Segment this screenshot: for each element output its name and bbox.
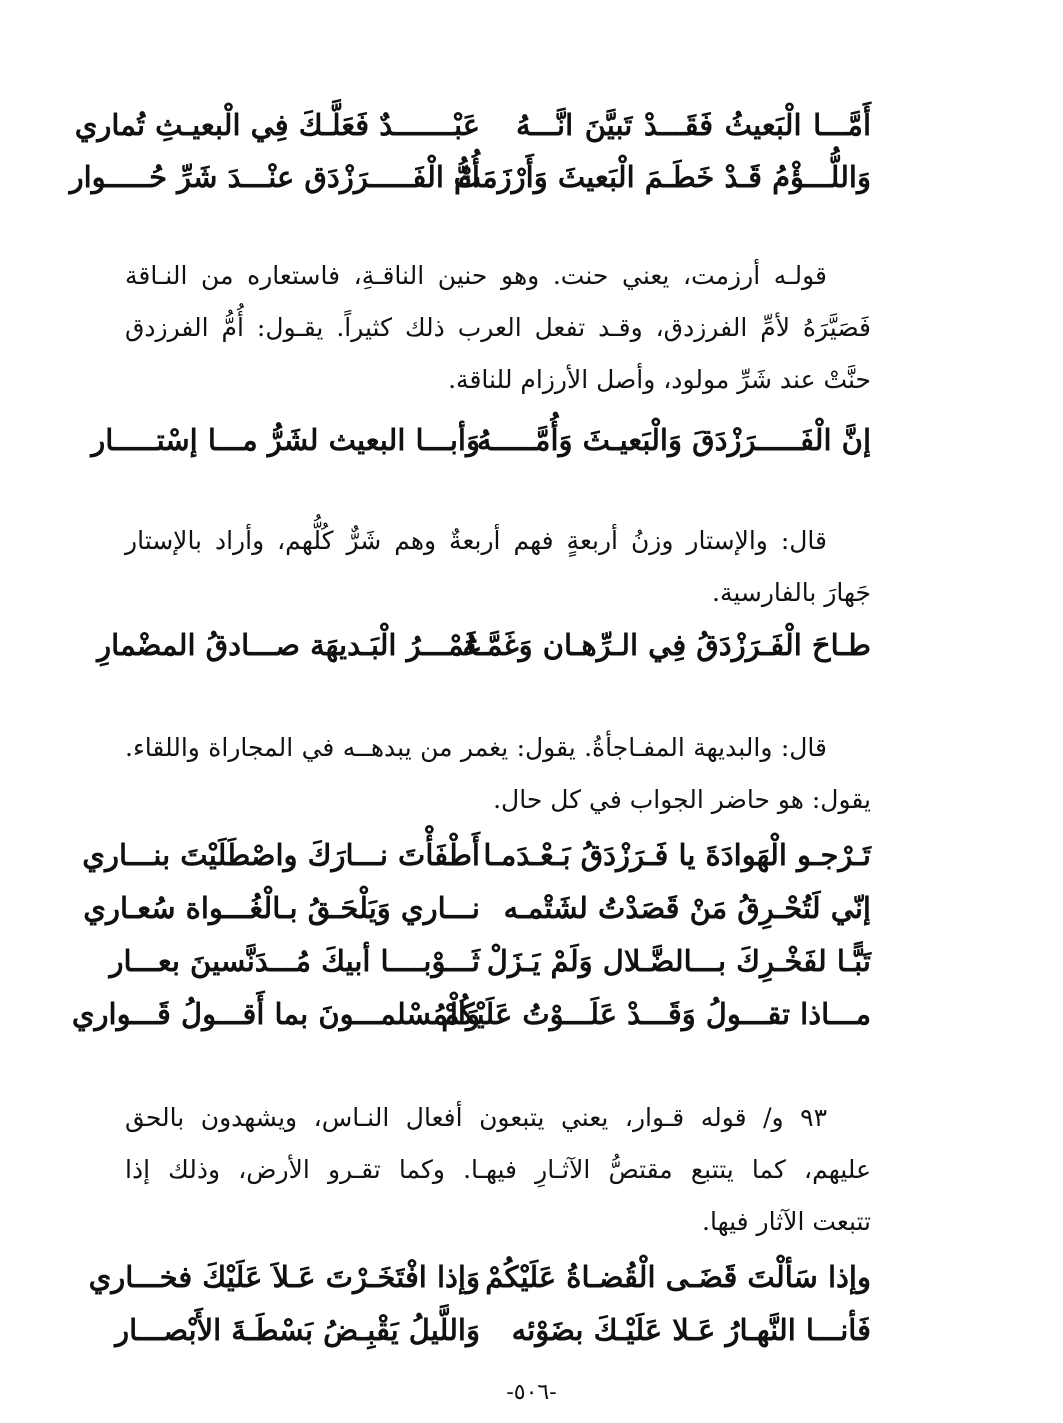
paragraph-line: حنَّتْ عند شَرِّ مولود، وأصل الأرزام للناقة.	[448, 365, 871, 394]
verse-first-hemistich: أَمَّـــا الْبَعيثُ فَقَـــدْ تَبيَّنَ انَّـــهُ	[516, 108, 871, 142]
verse-line	[71, 989, 871, 1039]
verse-first-hemistich: تَبًّـا لفَخْـرِكَ بـــالضَّـلال وَلَمْ يَـزَلْ	[486, 944, 871, 978]
commentary-paragraph	[125, 1092, 871, 1248]
verse-second-hemistich: وَاللَّيلُ يَقْبِـضُ بَسْطَـةَ الأَبْصـــار	[115, 1313, 480, 1347]
paragraph-line: قال: والبديهة المفـاجأةُ. يقول: يغمر من يبدهــه في المجاراة واللقاء.	[125, 733, 827, 762]
verse-first-hemistich: مـــاذا تقـــولُ وَقَـــدْ عَلَـــوْتُ عَلَيْكُمْ	[441, 997, 871, 1031]
paragraph-line: يقول: هو حاضر الجواب في كل حال.	[493, 785, 871, 814]
paragraph-line: قال: والإستار وزنُ أربعةٍ فهم أربعةٌ وهم شَرٌّ كُلُّهم، وأراد بالإستار	[125, 526, 827, 555]
paragraph-line: فَصَيَّرَهُ لأمِّ الفرزدق، وقـد تفعل العرب ذلك كثيراً. يقـول: أُمُّ الفرزدق	[125, 313, 871, 342]
verse-first-hemistich: إنّي لَتُحْـرِقُ مَنْ قَصَدْتُ لشَتْمـه	[503, 891, 871, 925]
paragraph-line: ٩٣ و/ قوله قـوار، يعني يتبعون أفعال النـاس، ويشهدون بالحق	[125, 1103, 827, 1132]
verse-line	[88, 1252, 871, 1302]
commentary-paragraph	[125, 250, 871, 406]
paragraph-line: عليهم، كما يتتبع مقتصُّ الآثـارِ فيهـا. وكما تقـرو الأرض، وذلك إذا	[125, 1155, 871, 1184]
verse-first-hemistich: إنَّ الْفَـــــرَزْدَقَ وَالْبَعيـثَ وَأُمَّـــــهُ	[476, 423, 871, 457]
commentary-paragraph	[125, 515, 871, 619]
paragraph-line: جَهارَ بالفارسية.	[712, 578, 871, 607]
commentary-paragraph	[125, 722, 871, 826]
verse-line	[74, 100, 871, 150]
paragraph-line: قولـه أرزمت، يعني حنت. وهو حنين الناقـةِ، فاستعاره من النـاقة	[125, 261, 827, 290]
verse-line	[82, 830, 871, 880]
verse-second-hemistich: ثَـــوْبــــا أبيكَ مُـــدَنَّسينَ بعـــار	[109, 944, 480, 978]
verse-first-hemistich: وَاللُّـــؤْمُ قَـدْ خَطَـمَ الْبَعيثَ وَأَرْزَمَتْ	[453, 160, 871, 194]
verse-line	[115, 1305, 871, 1355]
verse-second-hemistich: عَبْـــــــدٌ فَعَلَّـكَ فِي الْبعيـثِ تُماري	[74, 108, 480, 142]
verse-second-hemistich: نـــاري وَيَلْحَـقُ بـالْغُـــواة سُعـاري	[83, 891, 480, 925]
paragraph-line: تتبعت الآثار فيها.	[702, 1207, 871, 1236]
verse-first-hemistich: فَأنـــا النَّهـارُ عَـلا عَلَيْـكَ بضَوْئه	[511, 1313, 871, 1347]
verse-second-hemistich: وَالْمُسْلمـــونَ بما أَقـــولُ قَـــواري	[71, 997, 480, 1031]
verse-second-hemistich: وَإذا افْتَخَـرْتَ عَـلاَ عَلَيْكَ فخـــاري	[88, 1260, 480, 1294]
verse-line	[83, 883, 871, 933]
verse-second-hemistich: أَطْفَأْتَ نـــارَكَ واصْطَلَيْتَ بنـــاري	[82, 838, 480, 872]
verse-line	[69, 152, 871, 202]
verse-second-hemistich: غَمْـــرُ الْبَـديهَة صـــادقُ المضْمارِ	[97, 628, 480, 662]
verse-line	[109, 936, 871, 986]
verse-second-hemistich: أُمُّ الْفَـــــرَزْدَق عنْـــدَ شَرِّ حُـــــوار	[69, 160, 480, 194]
verse-first-hemistich: تَـرْجـو الْهَوادَةَ يا فَـرَزْدَقُ بَـعْـدَمـا	[483, 838, 871, 872]
verse-line	[97, 620, 871, 670]
verse-first-hemistich: وإذا سَألْتَ قَضَـى الْقُضـاةُ عَلَيْكُمْ	[485, 1260, 871, 1294]
verse-second-hemistich: وَأبـــا البعيث لشَرُّ مـــا إسْتـــــار	[91, 423, 480, 457]
verse-line	[91, 415, 871, 465]
page-number: -٥٠٦-	[506, 1380, 557, 1405]
verse-first-hemistich: طـاحَ الْفَـرَزْدَقُ فِي الـرِّهـان وَغَمَّـهُ	[462, 628, 871, 662]
